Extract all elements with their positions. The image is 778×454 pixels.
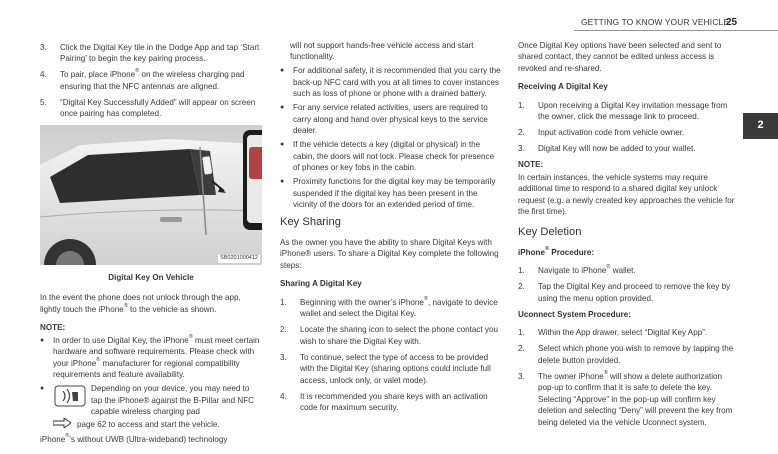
subheading: Receiving A Digital Key (518, 82, 608, 92)
list-item: 2. Tap the Digital Key and proceed to remove the key by using the menu option provided. (518, 282, 731, 303)
list-item: ● Proximity functions for the digital key may be temporarily suspended if the digital key has been present in the vicinity of the doors for an extended period of time. (280, 177, 496, 210)
page-header (0, 16, 778, 30)
section-heading: Key Sharing (280, 215, 341, 228)
paragraph: As the owner you have the ability to share Digital Keys with iPhone® users. To share a Digital Key complete the following steps: (280, 237, 499, 270)
list-item: 3. The owner iPhone® will show a delete authorization pop-up to confirm that it is safe to delete the key. Selecting “Approve” in the pop-up will confirm key deletion and selecting “Deny” will prevent the key from being deleted via the vehicle Uconnect system. (518, 369, 733, 427)
subheading: Uconnect System Procedure: (518, 309, 631, 319)
figure-id: SB0201000412 (220, 255, 258, 262)
list-item: 1. Upon receiving a Digital Key invitation message from the owner, click the message link to proceed. (518, 100, 728, 122)
bullet-icon: ● (280, 67, 285, 75)
page-number: 25 (726, 17, 738, 28)
paragraph: In certain instances, the vehicle systems may require additional time to respond to a shared digital key unlock request (e.g. a newly created key approaches the vehicle for the first time). (518, 172, 735, 217)
arrow-right-icon (53, 418, 73, 431)
list-item: 3. Digital Key will now be added to your wallet. (518, 144, 696, 154)
list-item: ● If the vehicle detects a key (digital or physical) in the cabin, the doors will not lock. Please check for presence of phones or key fobs in the cabin. (280, 140, 495, 173)
bullet-icon: ● (40, 385, 45, 393)
paragraph: Once Digital Key options have been selected and sent to shared contact, they cannot be edited unless access is revoked and re-shared. (518, 41, 722, 73)
list-item: 3. Click the Digital Key tile in the Dodge App and tap ‘Start Pairing’ to begin the key pairing process. (40, 43, 260, 64)
note-label: NOTE: (40, 323, 66, 333)
section-heading: Key Deletion (518, 225, 582, 238)
list-item: ● Depending on your device, you may need to tap the iPhone® against the B-Pillar and NFC capable wireless charging pad (40, 384, 254, 417)
column-1 (40, 42, 262, 446)
list-item: 2. Select which phone you wish to remove by tapping the delete button provided. (518, 344, 734, 365)
bullet-icon: ● (40, 336, 45, 344)
page-reference: page 62 to access and start the vehicle. (40, 418, 262, 431)
column-2 (280, 40, 502, 418)
chapter-tab: 2 (743, 113, 778, 139)
list-item: ● In order to use Digital Key, the iPhone® must meet certain hardware and software requirements. Please check with your iPhone® manufacturer for regional compatibility requirements and feature availability. (40, 333, 260, 380)
subheading: Sharing A Digital Key (280, 279, 362, 289)
bullet-icon: ● (280, 141, 285, 149)
list-item: 1. Beginning with the owner’s iPhone®, navigate to device wallet and select the Digital Key. (280, 295, 498, 319)
bullet-icon: ● (280, 104, 285, 112)
list-item: 4. To pair, place iPhone® on the wireless charging pad ensuring that the NFC antennas are aligned. (40, 68, 245, 91)
running-head: GETTING TO KNOW YOUR VEHICLE (581, 17, 730, 27)
list-item: 4. It is recommended you share keys with an activation code for maximum security. (280, 391, 488, 412)
list-item: ● For any service related activities, users are required to carry along and hand over physical keys to the service dealer. (280, 103, 488, 136)
paragraph: In the event the phone does not unlock through the app, lightly touch the iPhone® to the vehicle as shown. (40, 293, 241, 314)
list-item: 2. Input activation code from vehicle owner. (518, 128, 685, 138)
paragraph: will not support hands-free vehicle access and start functionality. (290, 41, 474, 62)
figure-caption: Digital Key On Vehicle (108, 272, 194, 282)
paragraph: iPhone®’s without UWB (Ultra-wideband) technology (40, 433, 228, 445)
list-item: 1. Within the App drawer, select “Digital Key App”. (518, 328, 708, 338)
header-rule (574, 30, 778, 31)
list-item: 5. “Digital Key Successfully Added” will appear on screen once pairing has completed. (40, 97, 256, 119)
list-item: 3. To continue, select the type of access to be provided with the Digital Key (sharing options could include full access, unlock only, or valet mode). (280, 352, 491, 385)
nfc-tap-icon (53, 383, 87, 412)
list-item: 1. Navigate to iPhone® wallet. (518, 264, 636, 276)
column-3 (518, 40, 736, 433)
note-label: NOTE: (518, 160, 544, 170)
car-door-illustration (40, 125, 262, 265)
list-item: ● For additional safety, it is recommended that you carry the back-up NFC card with you at all times to cover instances such as loss of phone or phone with a drained battery. (280, 66, 501, 99)
bullet-icon: ● (280, 178, 285, 186)
subheading: iPhone® Procedure: (518, 245, 595, 257)
digital-key-figure (40, 125, 262, 265)
list-item: 2. Locate the sharing icon to select the phone contact you wish to share the Digital Key with. (280, 325, 498, 346)
